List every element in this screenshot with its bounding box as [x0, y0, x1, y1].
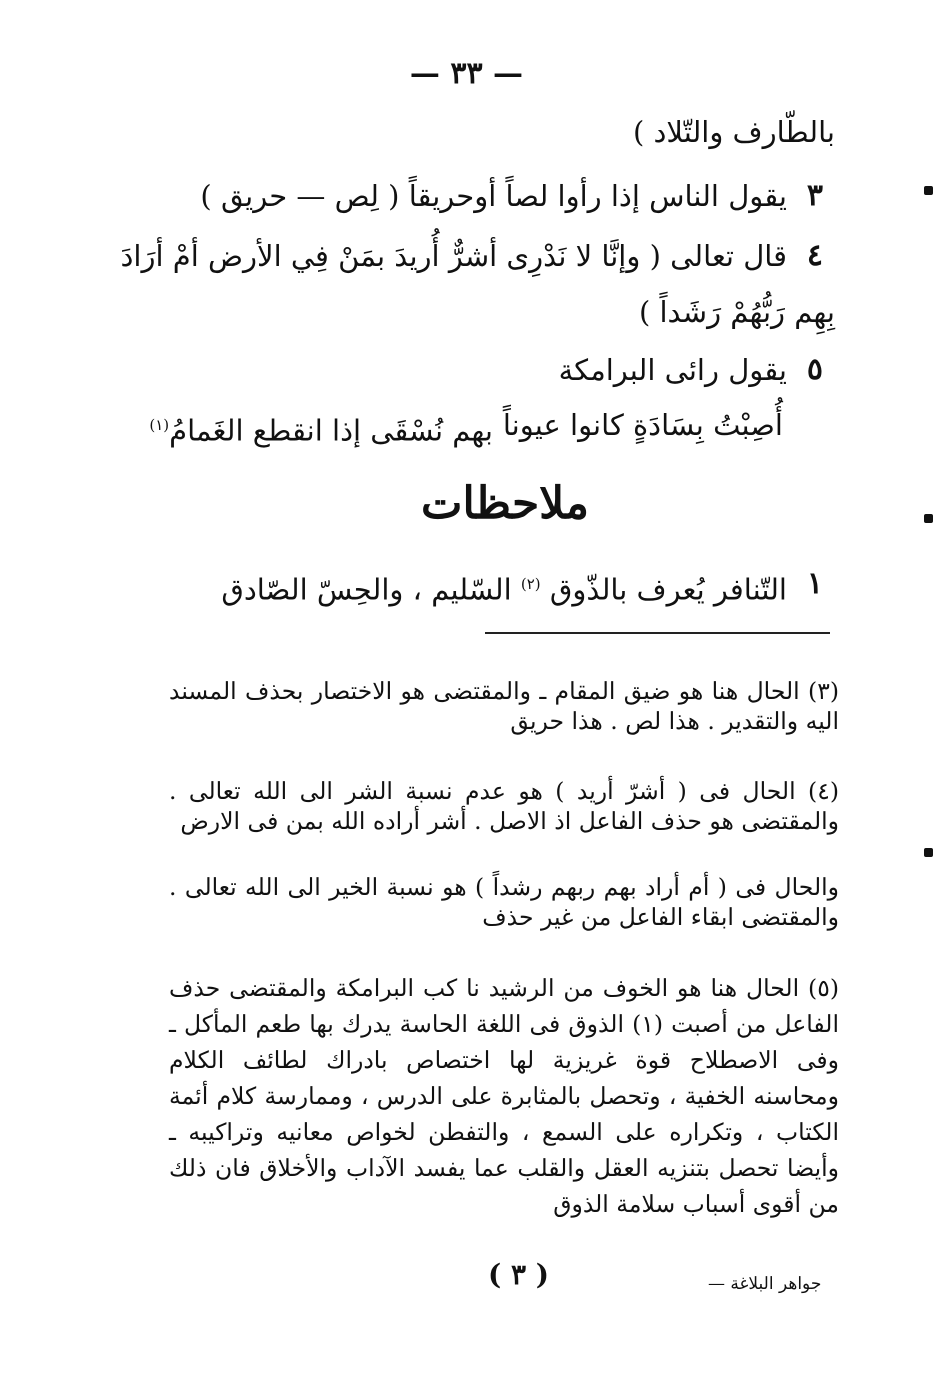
item-number-4: ٤: [806, 238, 823, 273]
item-number-5: ٥: [806, 352, 823, 387]
margin-mark: [924, 186, 933, 195]
item-number-3: ٣: [806, 178, 823, 213]
verse-left-text: بهم نُسْقَى إذا انقطع الغَمامُ: [169, 413, 493, 448]
note-1-text: [221, 564, 787, 610]
footnote-5: (٥) الحال هنا هو الخوف من الرشيد نا كب البرامكة والمقتضى حذف الفاعل من أصبت (١) الذوق فى اللغة الحاسة يدرك بها طعم المأكل ـ وفى الاصطلاح قوة غريزية لها اختصاص بادراك لطائف الكلام ومحاسنه الخفية ، وتحصل بالمثابرة على الدرس ، وممارسة كلام أئمة الكتاب ، وتكراره على السمع ، والتفطن لخواص معانيه وتراكيبه ـ وأيضا تحصل بتنزيه العقل والقلب عما يفسد الآداب والأخلاق فان ذلك من أقوى أسباب سلامة الذوق: [169, 974, 839, 1218]
verse-line-1: بالطّارف والتّلاد ): [632, 115, 835, 149]
footnote-separator: [485, 632, 830, 634]
item-4-text: قال تعالى ( وإنَّا لا نَدْرِى أشرٌّ أُريدَ بمَنْ فِي الأرض أمْ أرَادَ: [120, 239, 787, 273]
margin-mark: [924, 848, 933, 857]
footnote-3: (٣) الحال هنا هو ضيق المقام ـ والمقتضى هو الاختصار بحذف المسند اليه والتقدير . هذا لص . هذا حريق: [169, 677, 839, 735]
page-number: — ٣٣ —: [409, 56, 524, 91]
book-signature: جواهر البلاغة —: [708, 1274, 822, 1294]
item-3-text: يقول الناس إذا رأوا لصاً أوحريقاً ( لِص — حريق ): [200, 179, 787, 213]
note-1-text-a: التّنافر يُعرف بالذّوق: [549, 572, 787, 607]
section-title: ملاحظات: [421, 478, 589, 529]
verse-footnote-marker: (١): [149, 416, 170, 434]
verse-left-hemistich: [149, 405, 493, 451]
footnote-4a: (٤) الحال فى ( أشرّ أريد ) هو عدم نسبة الشر الى الله تعالى . والمقتضى هو حذف الفاعل اذ الاصل . أشر أراده الله بمن فى الارض: [169, 777, 839, 835]
margin-mark: [924, 514, 933, 523]
item-5-text: يقول رائى البرامكة: [558, 353, 787, 387]
item-4-continuation: بِهِم رَبُّهُمْ رَشَداً ): [638, 295, 835, 329]
note-1-text-b: السّليم ، والحِسّ الصّادق: [221, 572, 512, 607]
sheet-number: ( ٣ ): [488, 1258, 550, 1291]
note-1-footnote-marker: (٢): [520, 575, 541, 593]
note-number-1: ١: [806, 566, 823, 601]
footnote-4b: والحال فى ( أم أراد بهم ربهم رشداً ) هو نسبة الخير الى الله تعالى . والمقتضى ابقاء الفاعل من غير حذف: [169, 873, 839, 931]
verse-right-hemistich: أُصِبْتُ بِسَادَةٍ كانوا عيوناً: [502, 408, 783, 442]
